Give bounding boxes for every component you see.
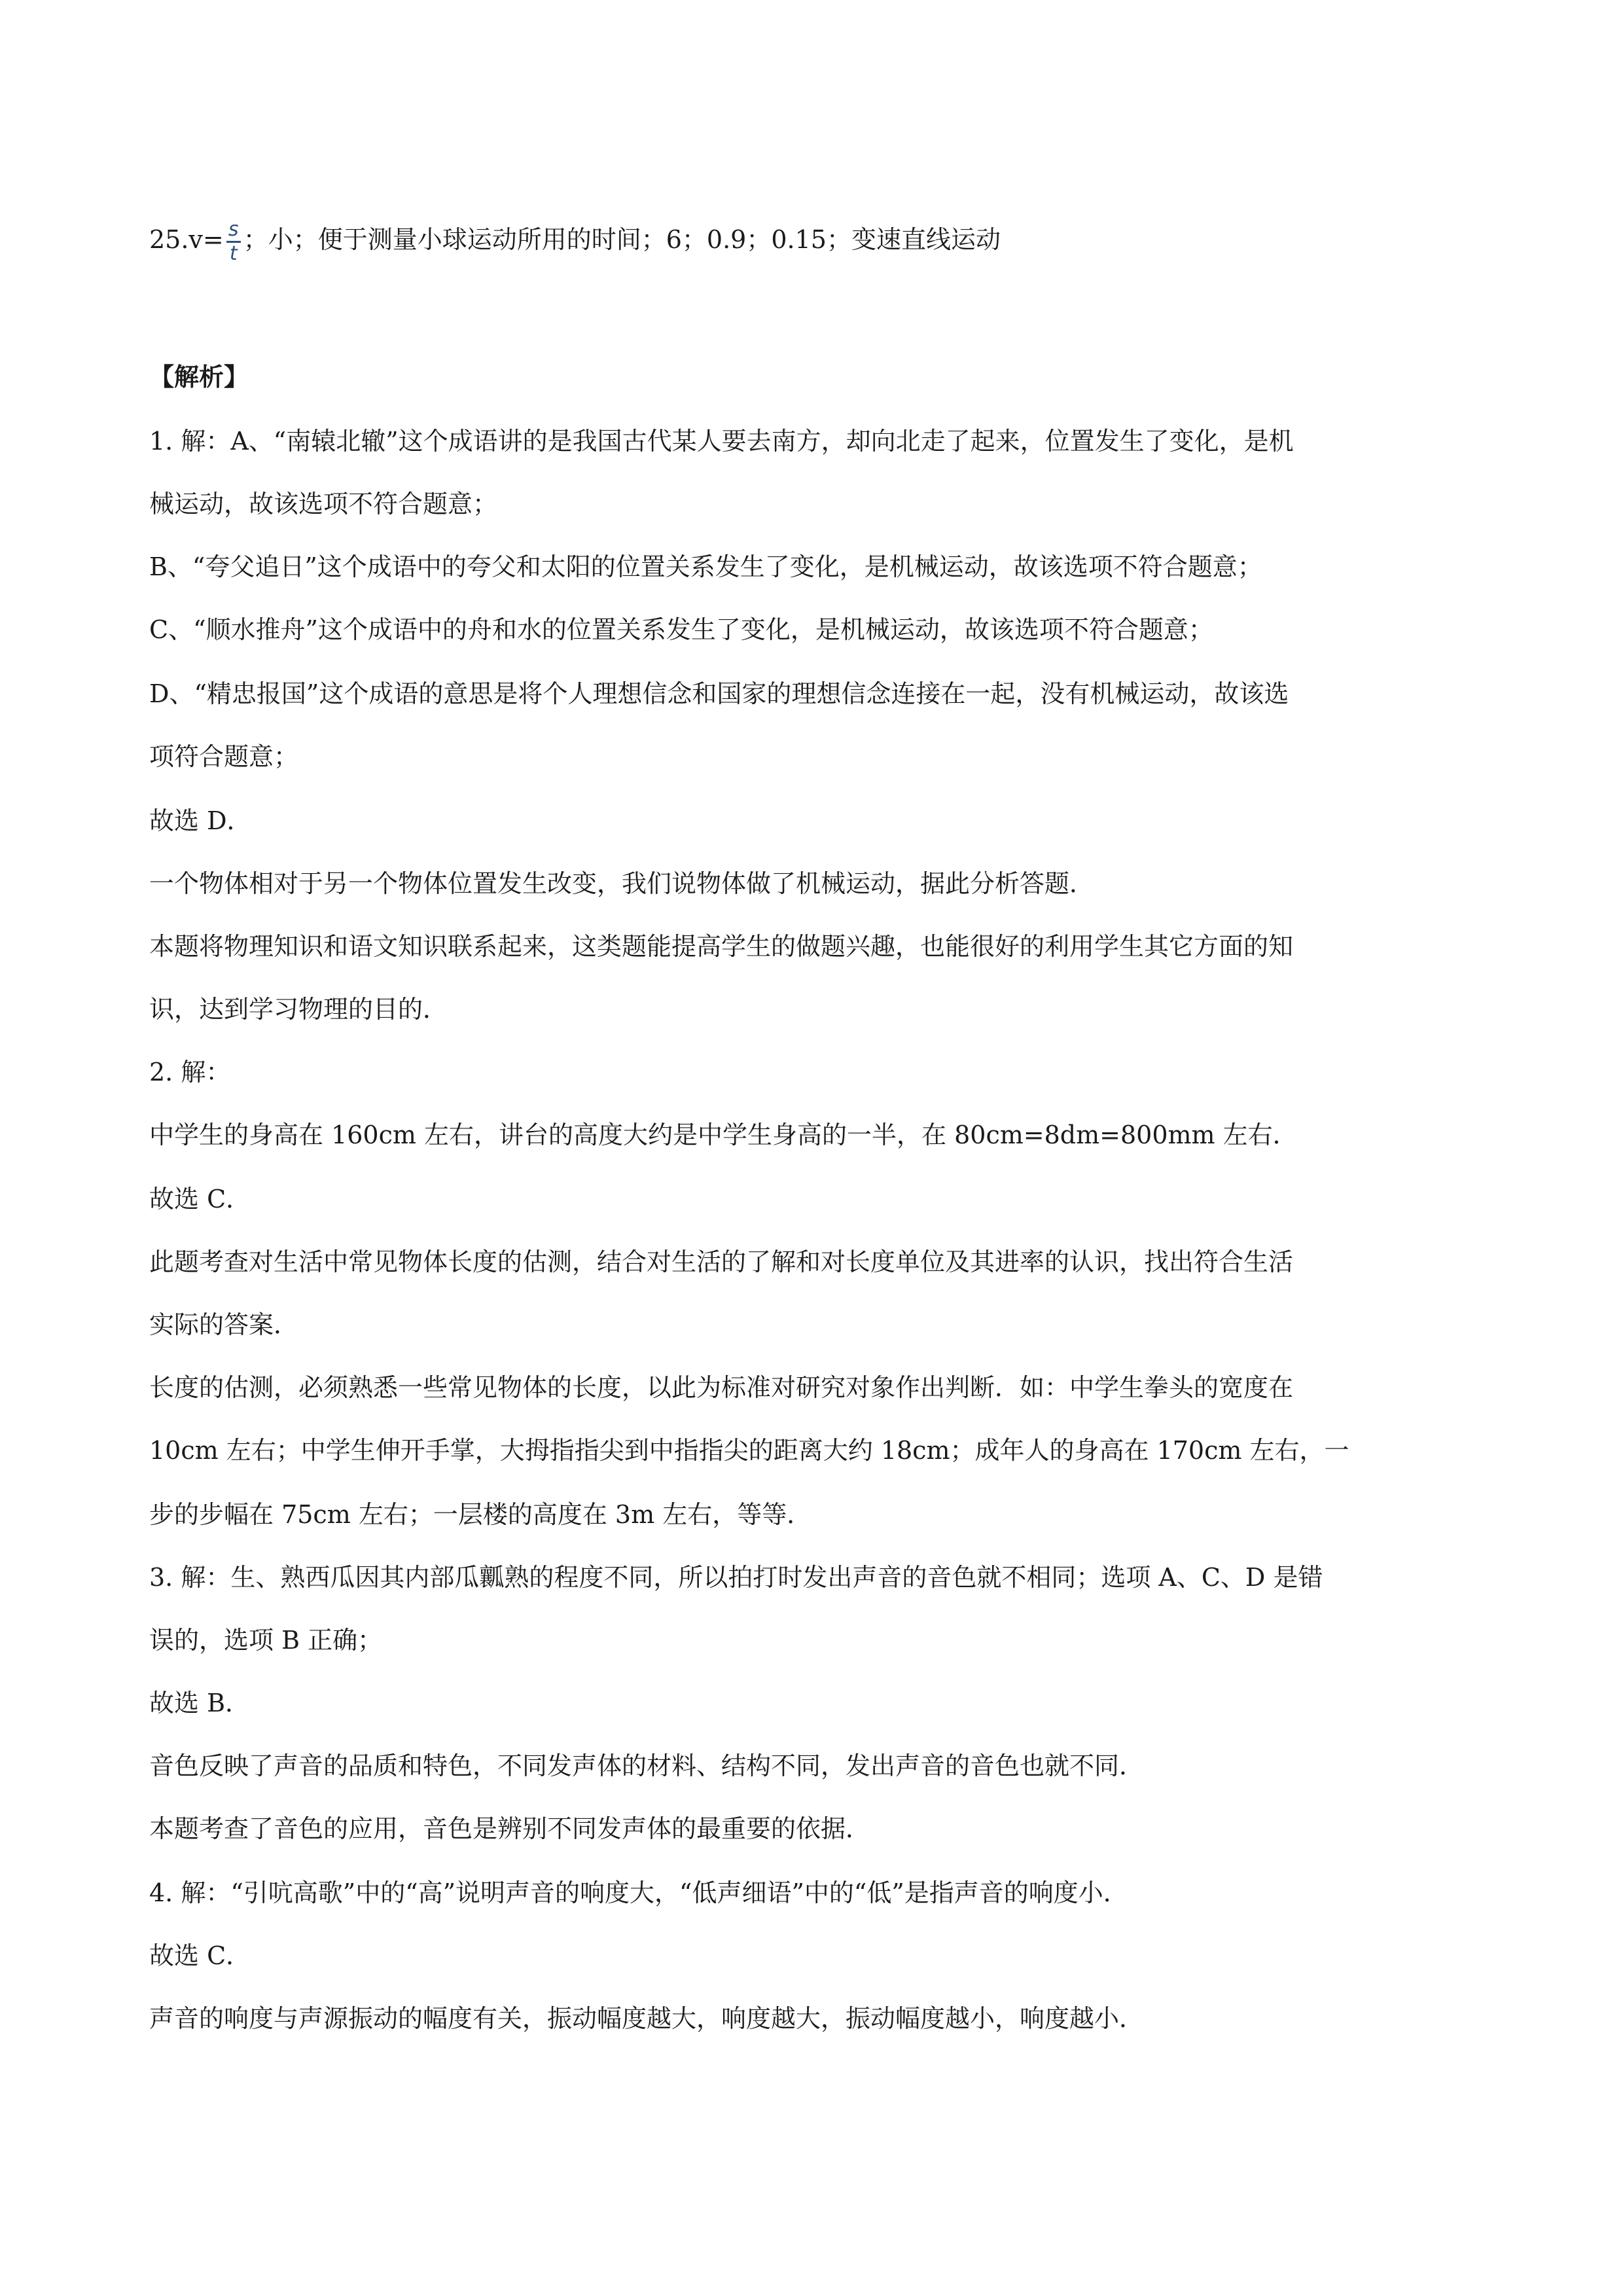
text-line: 音色反映了声音的品质和特色，不同发声体的材料、结构不同，发出声音的音色也就不同． <box>149 1751 1145 1780</box>
text-line: 中学生的身高在 160cm 左右，讲台的高度大约是中学生身高的一半，在 80cm=8dm=800mm 左右． <box>149 1121 1298 1149</box>
answer-25 <box>149 220 1497 264</box>
text-line: 2. 解： <box>149 1058 231 1086</box>
velocity-fraction <box>226 220 241 264</box>
text-line: 本题将物理知识和语文知识联系起来，这类题能提高学生的做题兴趣，也能很好的利用学生其它方面的知 <box>149 932 1294 961</box>
text-line: 长度的估测，必须熟悉一些常见物体的长度，以此为标准对研究对象作出判断．如：中学生拳头的宽度在 <box>149 1373 1294 1402</box>
text-line: C、“顺水推舟”这个成语中的舟和水的位置关系发生了变化，是机械运动，故该选项不符合题意； <box>149 615 1213 644</box>
answer-25-prefix: 25.v= <box>149 225 224 254</box>
text-line: 项符合题意； <box>149 742 299 771</box>
answer-25-suffix: ；小；便于测量小球运动所用的时间；6；0.9；0.15；变速直线运动 <box>243 225 1001 254</box>
text-line: B、“夸父追日”这个成语中的夸父和太阳的位置关系发生了变化，是机械运动，故该选项不符合题意； <box>149 552 1262 581</box>
text-line: 故选 B． <box>149 1689 251 1717</box>
text-line: 实际的答案． <box>149 1310 299 1339</box>
text-line: 步的步幅在 75cm 左右；一层楼的高度在 3m 左右，等等． <box>149 1500 812 1529</box>
text-line: 此题考查对生活中常见物体长度的估测，结合对生活的了解和对长度单位及其进率的认识，找出符合生活 <box>149 1247 1294 1276</box>
text-line: 械运动，故该选项不符合题意； <box>149 490 498 518</box>
text-line: 本题考查了音色的应用，音色是辨别不同发声体的最重要的依据． <box>149 1814 871 1843</box>
text-line: 4. 解：“引吭高歌”中的“高”说明声音的响度大，“低声细语”中的“低”是指声音的响度小． <box>149 1878 1128 1907</box>
text-line: 故选 C． <box>149 1185 251 1213</box>
fraction-denominator: t <box>229 242 238 265</box>
text-line: 误的，选项 B 正确； <box>149 1626 383 1655</box>
text-line: 一个物体相对于另一个物体位置发生改变，我们说物体做了机械运动，据此分析答题． <box>149 869 1095 898</box>
fraction-numerator: s <box>228 218 239 241</box>
text-line: 识，达到学习物理的目的． <box>149 995 448 1024</box>
text-line: 故选 D． <box>149 806 252 835</box>
text-line: 故选 C． <box>149 1941 251 1970</box>
text-line: 3. 解：生、熟西瓜因其内部瓜瓤熟的程度不同，所以拍打时发出声音的音色就不相同；选项 A、C、D 是错 <box>149 1563 1323 1592</box>
section-heading: 【解析】 <box>149 362 249 391</box>
text-line: 10cm 左右；中学生伸开手掌，大拇指指尖到中指指尖的距离大约 18cm；成年人的身高在 170cm 左右，一 <box>149 1436 1349 1465</box>
text-line: D、“精忠报国”这个成语的意思是将个人理想信念和国家的理想信念连接在一起，没有机械运动，故该选 <box>149 679 1289 708</box>
text-line: 声音的响度与声源振动的幅度有关，振动幅度越大，响度越大，振动幅度越小，响度越小． <box>149 2004 1145 2033</box>
text-line: 1. 解：A、“南辕北辙”这个成语讲的是我国古代某人要去南方，却向北走了起来，位置发生了变化，是机 <box>149 427 1294 456</box>
